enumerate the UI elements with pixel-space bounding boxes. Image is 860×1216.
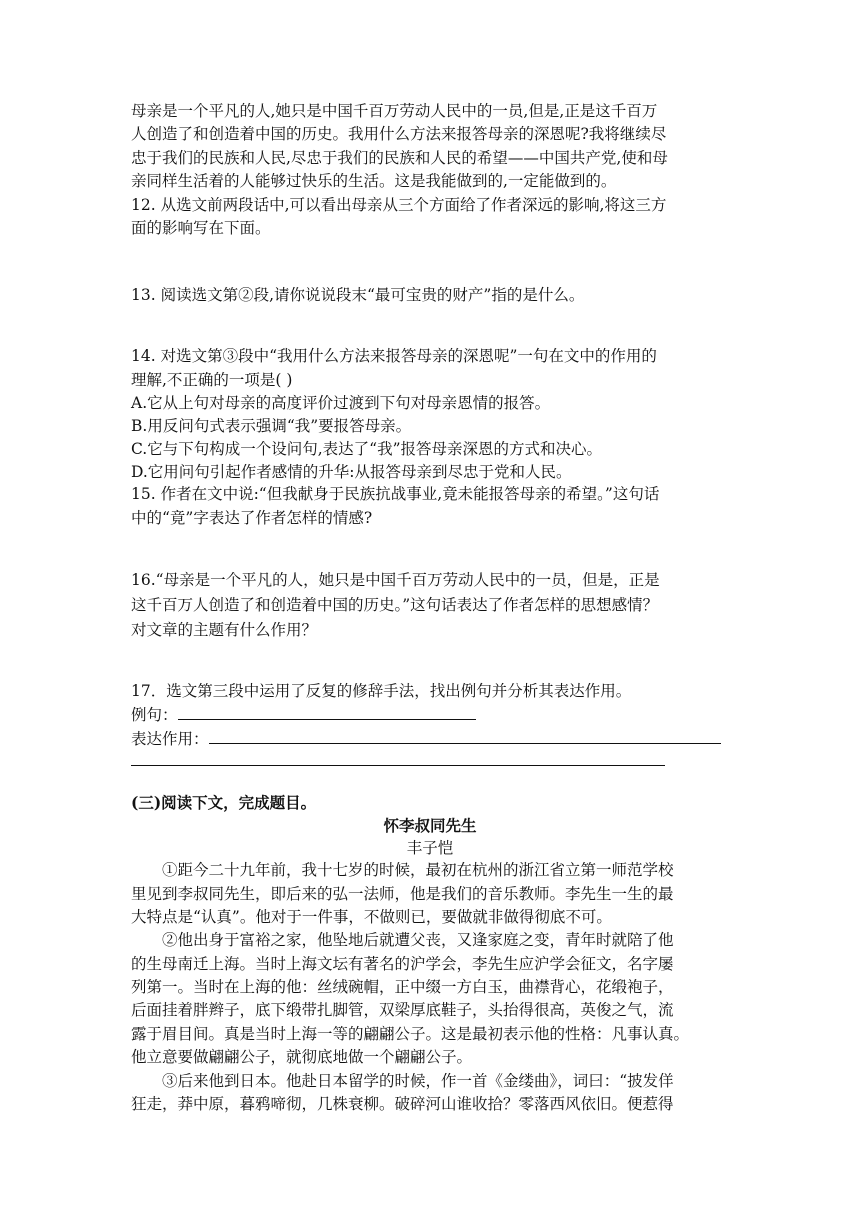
question-14-stem: 14. 对选文第③段中“我用什么方法来报答母亲的深恩呢”一句在文中的作用的 xyxy=(131,347,657,365)
effect-line-2 xyxy=(131,750,731,773)
question-15: 15. 作者在文中说:“但我献身于民族抗战事业,竟未能报答母亲的希望。”这句话 xyxy=(131,485,660,503)
question-13: 13. 阅读选文第②段,请你说说段末“最可宝贵的财产”指的是什么。 xyxy=(131,286,585,304)
effect-blank[interactable] xyxy=(209,728,721,744)
question-16: 16.“母亲是一个平凡的人，她只是中国千百万劳动人民中的一员，但是，正是 xyxy=(131,571,660,589)
effect-blank-2[interactable] xyxy=(131,750,665,766)
article-line: ①距今二十九年前，我十七岁的时候，最初在杭州的浙江省立第一师范学校 xyxy=(162,861,674,879)
example-blank[interactable] xyxy=(178,704,476,720)
passage-line: 忠于我们的民族和人民,尽忠于我们的民族和人民的希望——中国共产党,使和母 xyxy=(131,149,668,167)
question-15: 中的“竟”字表达了作者怎样的情感? xyxy=(131,509,373,527)
question-16: 对文章的主题有什么作用？ xyxy=(131,621,318,639)
example-line xyxy=(131,704,731,727)
article-line: 的生母南迁上海。当时上海文坛有著名的沪学会，李先生应沪学会征文，名字屡 xyxy=(131,955,674,973)
article-line: 他立意要做翩翩公子，就彻底地做一个翩翩公子。 xyxy=(131,1048,473,1066)
article-line: 后面挂着胖辫子，底下缎带扎脚管，双梁厚底鞋子，头抬得很高，英俊之气，流 xyxy=(131,1001,674,1019)
article-line: 狂走，莽中原，暮鸦啼彻，几株衰柳。破碎河山谁收拾？零落西风依旧。便惹得 xyxy=(131,1095,674,1113)
effect-line xyxy=(131,728,731,751)
effect-label: 表达作用： xyxy=(131,730,209,748)
article-author: 丰子恺 xyxy=(406,839,454,857)
option-a: A.它从上句对母亲的高度评价过渡到下句对母亲恩情的报答。 xyxy=(131,394,551,412)
question-12: 12. 从选文前两段话中,可以看出母亲从三个方面给了作者深远的影响,将这三方 xyxy=(131,196,667,214)
article-title: 怀李叔同先生 xyxy=(383,816,477,835)
article-line: ②他出身于富裕之家，他坠地后就遭父丧，又逢家庭之变，青年时就陪了他 xyxy=(162,931,674,949)
article-line: 大特点是“认真”。他对于一件事，不做则已，要做就非做得彻底不可。 xyxy=(131,908,612,926)
passage-line: 人创造了和创造着中国的历史。我用什么方法来报答母亲的深恩呢?我将继续尽 xyxy=(131,125,667,143)
section-heading: (三)阅读下文，完成题目。 xyxy=(131,793,317,812)
example-label: 例句： xyxy=(131,706,178,724)
question-14-stem: 理解,不正确的一项是( ) xyxy=(131,371,293,389)
article-line: 露于眉目间。真是当时上海一等的翩翩公子。这是最初表示他的性格：凡事认真。 xyxy=(131,1025,690,1043)
option-d: D.它用问句引起作者感情的升华:从报答母亲到尽忠于党和人民。 xyxy=(131,463,572,481)
question-12: 面的影响写在下面。 xyxy=(131,219,271,237)
article-line: ③后来他到日本。他赴日本留学的时候，作一首《金缕曲》，词曰：“披发佯 xyxy=(162,1072,674,1090)
article-line: 里见到李叔同先生，即后来的弘一法师，他是我们的音乐教师。李先生一生的最 xyxy=(131,885,674,903)
article-line: 列第一。当时在上海的他：丝绒碗帽，正中缀一方白玉，曲襟背心，花缎袍子， xyxy=(131,978,674,996)
question-17: 17．选文第三段中运用了反复的修辞手法，找出例句并分析其表达作用。 xyxy=(131,682,632,700)
option-b: B.用反问句式表示强调“我”要报答母亲。 xyxy=(131,417,412,435)
passage-line: 亲同样生活着的人能够过快乐的生活。这是我能做到的,一定能做到的。 xyxy=(131,172,617,190)
option-c: C.它与下句构成一个设问句,表达了“我”报答母亲深恩的方式和决心。 xyxy=(131,440,603,458)
passage-line: 母亲是一个平凡的人,她只是中国千百万劳动人民中的一员,但是,正是这千百万 xyxy=(131,102,658,120)
question-16: 这千百万人创造了和创造着中国的历史。”这句话表达了作者怎样的思想感情？ xyxy=(131,596,659,614)
